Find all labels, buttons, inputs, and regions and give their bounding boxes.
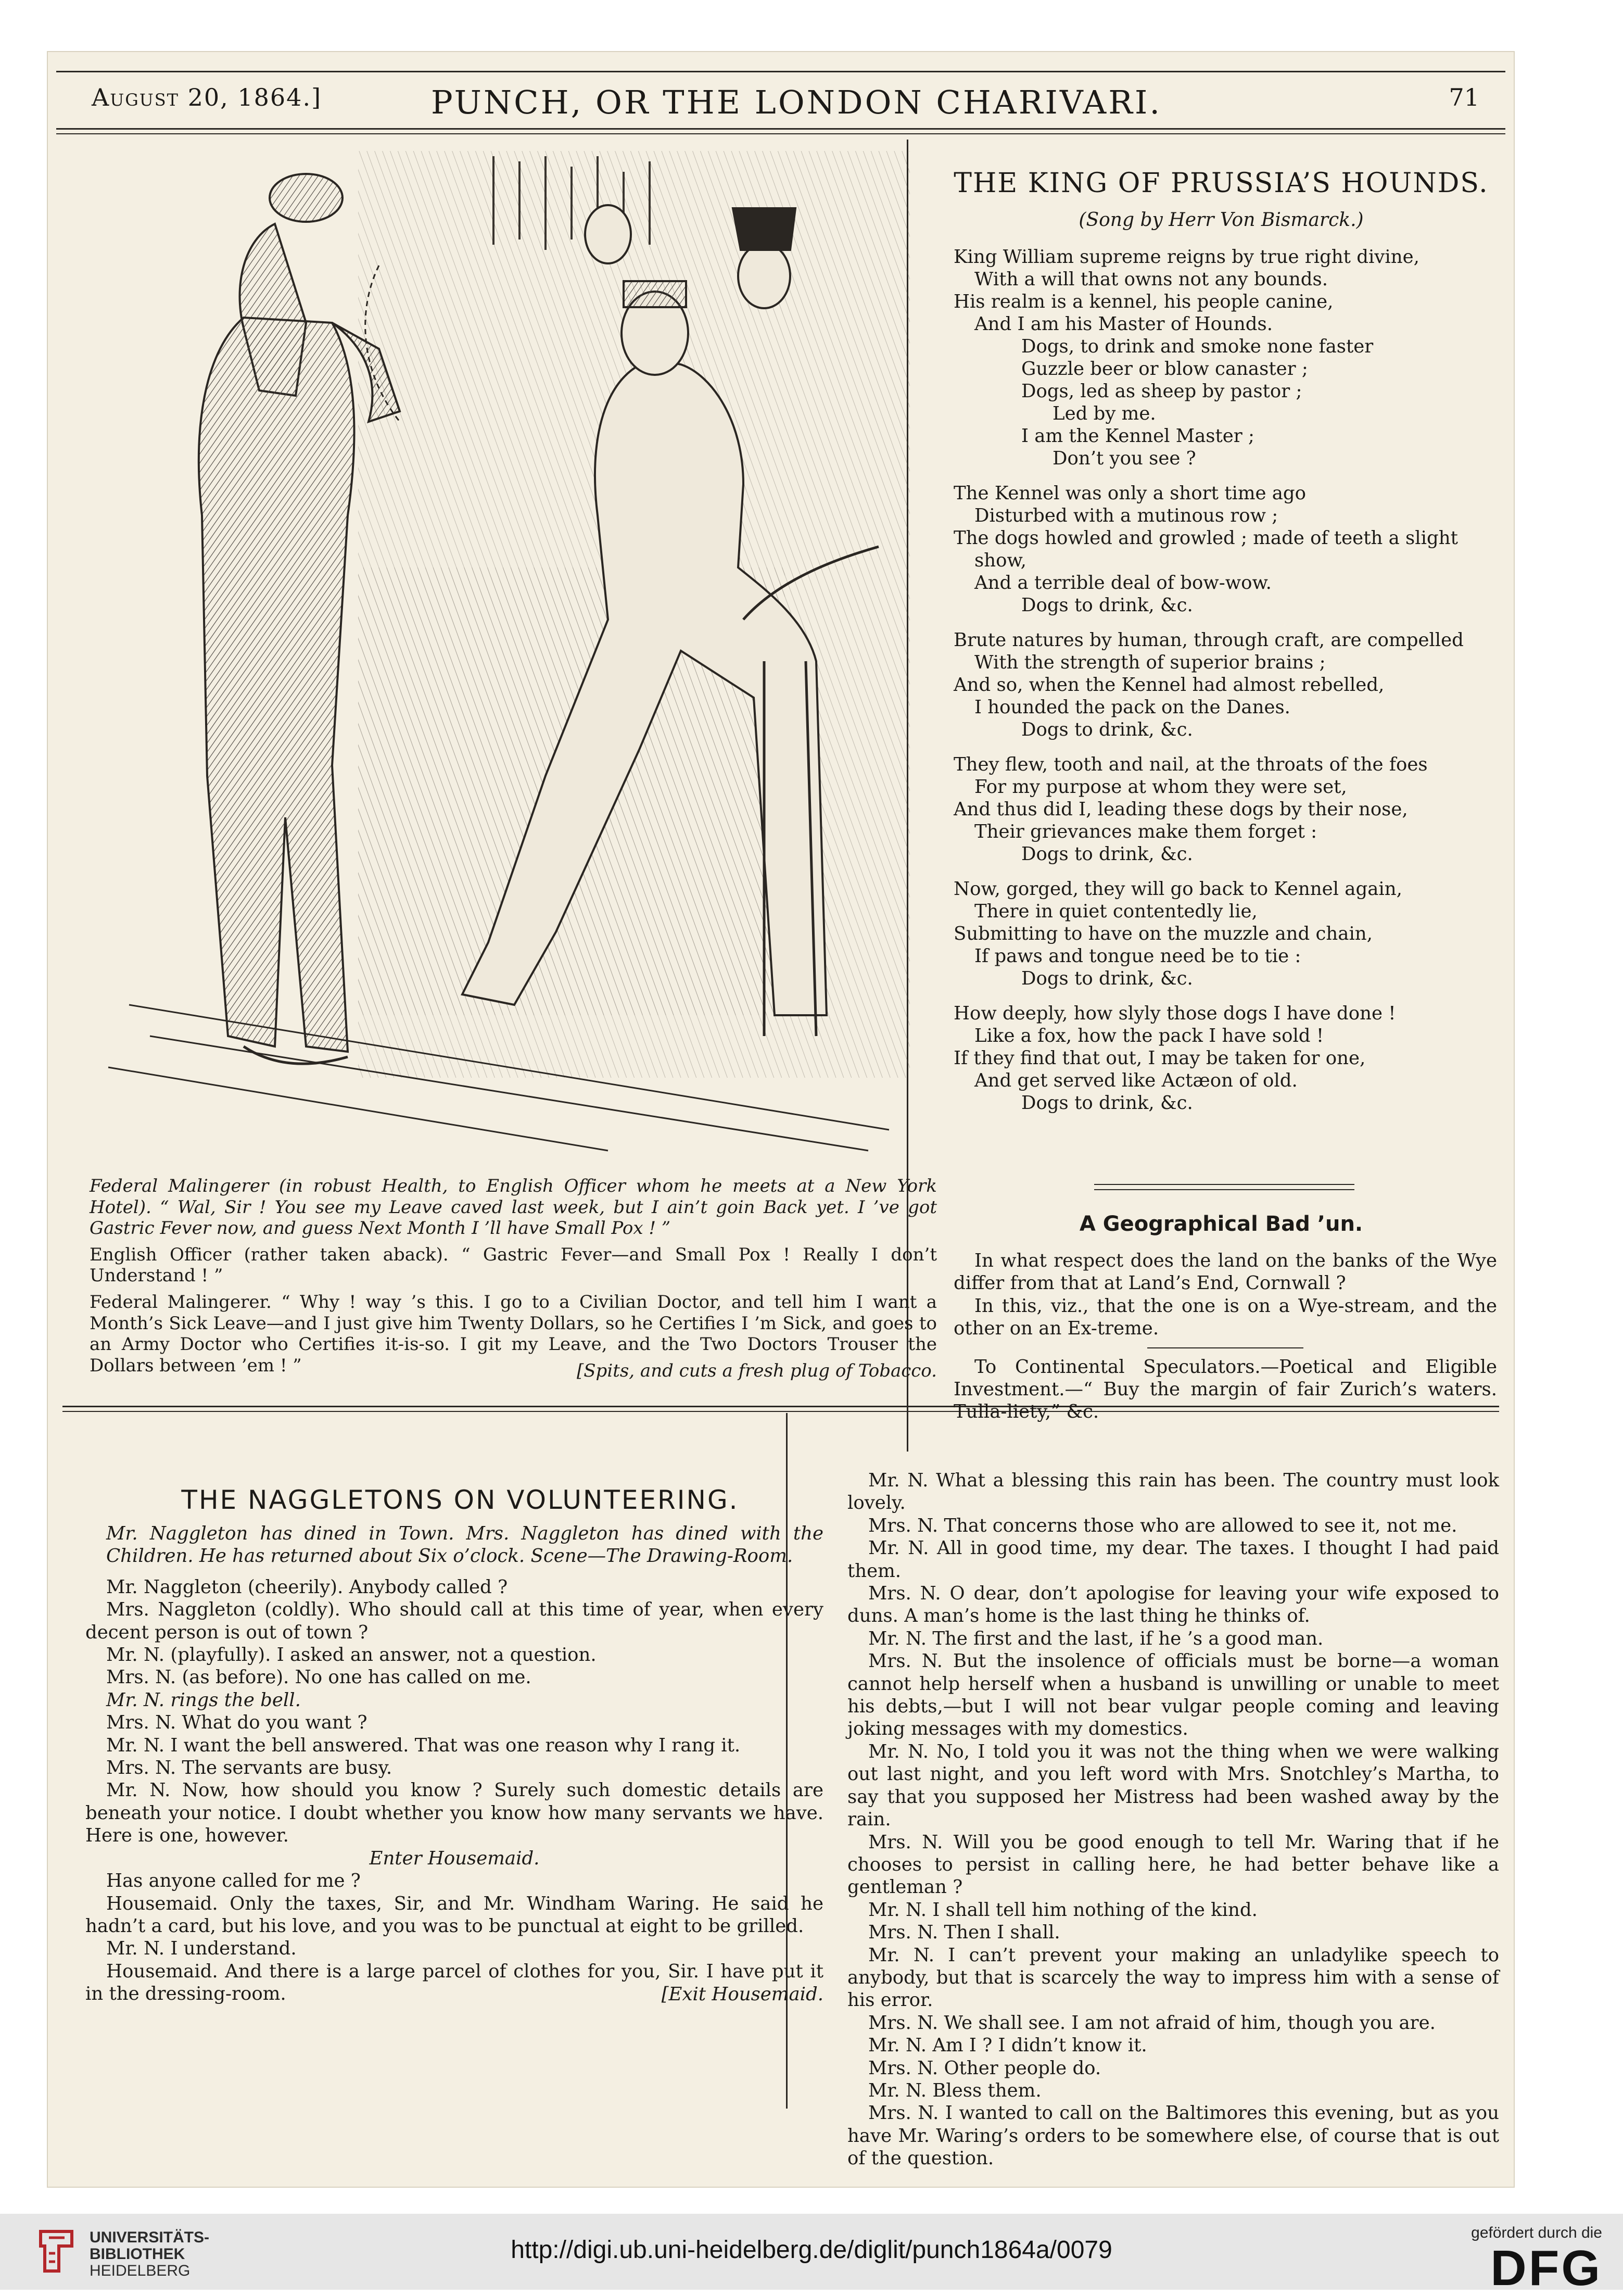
verse-line: The Kennel was only a short time ago — [954, 483, 1307, 504]
song-title: THE KING OF PRUSSIA’S HOUNDS. — [954, 168, 1489, 199]
verse-line: Like a fox, how the pack I have sold ! — [974, 1025, 1324, 1046]
verse-line: Dogs to drink, &c. — [1021, 595, 1193, 616]
verse-line: There in quiet contentedly lie, — [974, 901, 1258, 922]
verse-line: I hounded the pack on the Danes. — [974, 697, 1290, 718]
header-date: August 20, 1864.] — [92, 83, 322, 111]
dialogue-line: Mr. N. All in good time, my dear. The taxes. I thought I had paid them. — [847, 1537, 1499, 1582]
caption-line-3: Federal Malingerer. “ Why ! way ’s this. I go to a Civilian Doctor, and tell him I want a Month’s Sick Leave—and I just give him Twenty Dollars, so he Certifies I ’m Sick, and goes to an Army Doctor who Certifies it-is-so. I git my Leave, and the Two Doctors Trouser the Dollars between ’em ! ” — [90, 1291, 937, 1376]
song-stanza — [954, 753, 1505, 865]
verse-line: And thus did I, leading these dogs by their nose, — [954, 799, 1408, 820]
verse-line: They flew, tooth and nail, at the throats of the foes — [954, 754, 1428, 775]
caption-line-2: English Officer (rather taken aback). “ Gastric Fever—and Small Pox ! Really I don’t Understand ! ” — [90, 1244, 937, 1286]
verse-line: Disturbed with a mutinous row ; — [974, 505, 1278, 526]
dialogue-line: Mr. N. What a blessing this rain has been. The country must look lovely. — [847, 1470, 1499, 1514]
header-page-number: 71 — [1449, 83, 1479, 111]
verse-line: Dogs to drink, &c. — [1021, 719, 1193, 740]
verse-line: And I am his Master of Hounds. — [974, 313, 1273, 335]
dialogue-line: Mr. N. Am I ? I didn’t know it. — [868, 2035, 1147, 2057]
verse-line: Brute natures by human, through craft, are compelled — [954, 629, 1464, 651]
verse-line: Don’t you see ? — [1053, 448, 1196, 469]
dfg-logo: DFG — [1490, 2240, 1602, 2296]
verse-line: show, — [974, 550, 1026, 571]
dialogue-line: Mr. N. No, I told you it was not the thing when we were walking out last night, and you left word with Mrs. Snotchley’s Martha, to say that you supposed her Mistress had been washed away by the rain. — [847, 1740, 1499, 1831]
dialogue-line: Mrs. N. Other people do. — [868, 2057, 1101, 2079]
verse-line: Guzzle beer or blow canaster ; — [1021, 358, 1308, 380]
geo-para-2: In this, viz., that the one is on a Wye-stream, and the other on an Ex-treme. — [954, 1295, 1497, 1340]
dialogue-line: Housemaid. And there is a large parcel of clothes for you, Sir. I have put it in the dressing-room. — [85, 1960, 823, 2005]
cartoon-illustration — [87, 151, 911, 1156]
dialogue-line: Mr. N. I want the bell answered. That was one reason why I rang it. — [106, 1734, 741, 1756]
verse-line: Their grievances make them forget : — [974, 821, 1317, 842]
stage-direction: Enter Housemaid. — [369, 1847, 540, 1869]
verse-line: And so, when the Kennel had almost rebelled, — [954, 674, 1385, 696]
verse-line: King William supreme reigns by true right divine, — [954, 246, 1419, 268]
caption-end: [Spits, and cuts a fresh plug of Tobacco. — [577, 1360, 937, 1382]
short-rule — [1094, 1189, 1354, 1190]
dialogue-line: Mrs. N. Then I shall. — [868, 1922, 1060, 1944]
dialogue-line: Mrs. N. That concerns those who are allowed to see it, not me. — [868, 1515, 1457, 1536]
library-name-line: HEIDELBERG — [90, 2262, 191, 2279]
library-name-line: UNIVERSITÄTS- — [90, 2229, 210, 2246]
song-subtitle: (Song by Herr Von Bismarck.) — [1079, 209, 1364, 231]
song-stanza — [954, 482, 1505, 616]
dialogue-line: Mr. N. (playfully). I asked an answer, not a question. — [106, 1644, 597, 1666]
song-stanza — [954, 878, 1505, 990]
cartoon-caption — [90, 1176, 937, 1387]
dialogue-line: Housemaid. Only the taxes, Sir, and Mr. Windham Waring. He said he hadn’t a card, but his love, and you was to be punctual at eight to be grilled. — [85, 1893, 823, 1937]
song-stanza — [954, 1002, 1505, 1114]
caption-line-1: Federal Malingerer (in robust Health, to English Officer whom he meets at a New York Hotel). “ Wal, Sir ! You see my Leave caved last week, but I ain’t goin Back yet. I ’ve got Gastric Fever now, and guess Next Month I ’ll have Small Pox ! ” — [90, 1176, 937, 1239]
naggletons-right-column — [847, 1469, 1499, 2170]
dialogue-line: Mr. Naggleton (cheerily). Anybody called ? — [106, 1576, 508, 1598]
header-rule-double — [56, 133, 1505, 134]
verse-line: Led by me. — [1053, 403, 1156, 424]
dialogue-line: Mrs. N. But the insolence of officials must be borne—a woman cannot help herself when a husband is unwilling or unable to meet his debts,—but I will not bear vulgar people coming and leaving joking messages with my domestics. — [847, 1650, 1499, 1740]
verse-line: His realm is a kennel, his people canine, — [954, 291, 1334, 312]
geo-para-1: In what respect does the land on the banks of the Wye differ from that at Land’s End, Cornwall ? — [954, 1250, 1497, 1294]
dialogue-line: Mrs. N. Will you be good enough to tell Mr. Waring that if he chooses to persist in calling here, he had better behave like a gentleman ? — [847, 1831, 1499, 1898]
verse-line: Dogs to drink, &c. — [1021, 968, 1193, 989]
dialogue-line: Mr. N. rings the bell. — [106, 1689, 301, 1711]
verse-line: If paws and tongue need be to tie : — [974, 945, 1301, 967]
geo-article — [954, 1250, 1497, 1423]
header-title: PUNCH, OR THE LONDON CHARIVARI. — [431, 83, 1162, 121]
header-top-rule — [56, 71, 1505, 72]
dialogue-line: Mr. N. The first and the last, if he ’s a good man. — [868, 1628, 1324, 1649]
dialogue-line: Mrs. N. I wanted to call on the Baltimores this evening, but as you have Mr. Waring’s orders to be somewhere else, of course that is out of the question. — [847, 2102, 1499, 2169]
naggletons-title: THE NAGGLETONS ON VOLUNTEERING. — [181, 1485, 739, 1515]
geo-divider — [1147, 1347, 1303, 1348]
dialogue-line: Mr. N. I can’t prevent your making an unladylike speech to anybody, but that is scarcely the way to impress him with a sense of his error. — [847, 1944, 1499, 2011]
dialogue-line: Mrs. N. (as before). No one has called on me. — [106, 1667, 531, 1688]
dialogue-line: Mr. N. I shall tell him nothing of the kind. — [868, 1899, 1258, 1921]
verse-line: Dogs, to drink and smoke none faster — [1021, 336, 1374, 357]
verse-line: How deeply, how slyly those dogs I have done ! — [954, 1003, 1396, 1024]
dialogue-line: Mr. N. I understand. — [106, 1938, 297, 1960]
dialogue-line: Mrs. N. The servants are busy. — [106, 1757, 392, 1779]
verse-line: With the strength of superior brains ; — [974, 652, 1326, 673]
verse-line: With a will that owns not any bounds. — [974, 269, 1328, 290]
library-name-line: BIBLIOTHEK — [90, 2245, 185, 2263]
song-poem — [954, 246, 1505, 1127]
verse-line: Dogs to drink, &c. — [1021, 843, 1193, 865]
verse-line: The dogs howled and growled ; made of teeth a slight — [954, 527, 1458, 549]
verse-line: If they find that out, I may be taken for one, — [954, 1048, 1366, 1069]
verse-line: For my purpose at whom they were set, — [974, 776, 1347, 798]
dialogue-line: Mr. N. Now, how should you know ? Surely such domestic details are beneath your notice. I doubt whether you know how many servants we have. Here is one, however. — [85, 1780, 823, 1847]
verse-line: I am the Kennel Master ; — [1021, 425, 1255, 447]
dialogue-line: Mrs. Naggleton (coldly). Who should call at this time of year, when every decent person is out of town ? — [85, 1599, 823, 1643]
geo-title: A Geographical Bad ’un. — [1079, 1212, 1363, 1236]
newspaper-page — [48, 52, 1514, 2187]
verse-line: Now, gorged, they will go back to Kennel again, — [954, 878, 1402, 900]
song-stanza — [954, 246, 1505, 470]
funding-label: gefördert durch die — [1471, 2224, 1602, 2241]
source-url-link[interactable]: http://digi.ub.uni-heidelberg.de/diglit/punch1864a/0079 — [511, 2236, 1112, 2264]
dialogue-line: Mrs. N. We shall see. I am not afraid of him, though you are. — [868, 2012, 1436, 2034]
geo-para-3: To Continental Speculators.—Poetical and Eligible Investment.—“ Buy the margin of fair Zurich’s waters. Tulla-liety,” &c. — [954, 1356, 1497, 1423]
stage-direction: [Exit Housemaid. — [661, 1983, 823, 2005]
verse-line: And get served like Actæon of old. — [974, 1070, 1298, 1091]
dialogue-line: Mr. N. Bless them. — [868, 2079, 1042, 2101]
dialogue-line: Has anyone called for me ? — [106, 1870, 361, 1892]
dialogue-line: Mrs. N. What do you want ? — [106, 1712, 367, 1734]
verse-line: Submitting to have on the muzzle and chain, — [954, 923, 1373, 944]
verse-line: Dogs, led as sheep by pastor ; — [1021, 381, 1302, 402]
short-rule — [1094, 1184, 1354, 1185]
naggletons-left-column — [85, 1522, 823, 2005]
header-rule — [56, 128, 1505, 130]
dialogue-line: Mrs. N. O dear, don’t apologise for leaving your wife exposed to duns. A man’s home is the last thing he thinks of. — [847, 1583, 1499, 1627]
song-stanza — [954, 629, 1505, 741]
verse-line: Dogs to drink, &c. — [1021, 1092, 1193, 1114]
naggletons-intro: Mr. Naggleton has dined in Town. Mrs. Naggleton has dined with the Children. He has returned about Six o’clock. Scene—The Drawing-Room. — [106, 1523, 823, 1567]
verse-line: And a terrible deal of bow-wow. — [974, 572, 1272, 594]
